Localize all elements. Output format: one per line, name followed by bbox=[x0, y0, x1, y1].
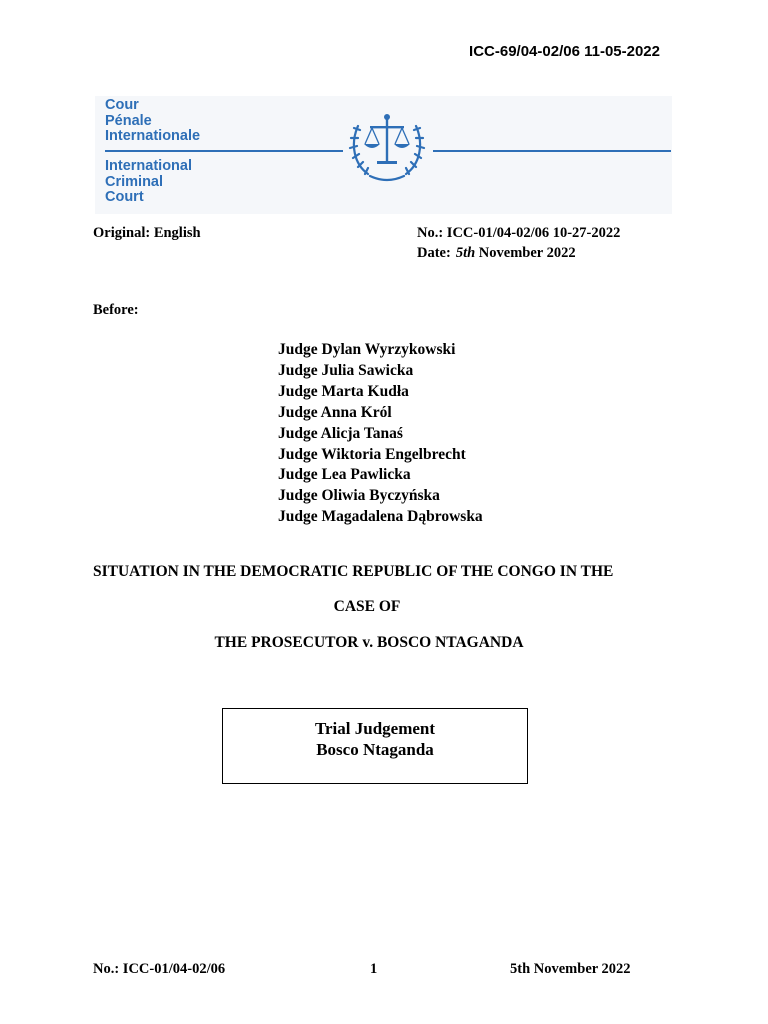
judge-name: Judge Marta Kudła bbox=[278, 382, 409, 400]
document-title-box bbox=[222, 708, 528, 784]
logo-text-line: Court bbox=[105, 189, 144, 205]
icc-logo bbox=[95, 96, 672, 214]
document-reference: ICC-69/04-02/06 11-05-2022 bbox=[469, 43, 660, 60]
judge-name: Judge Magadalena Dąbrowska bbox=[278, 508, 483, 526]
judge-name: Judge Oliwia Byczyńska bbox=[278, 487, 440, 505]
situation-heading: SITUATION IN THE DEMOCRATIC REPUBLIC OF THE CONGO IN THE bbox=[93, 563, 614, 580]
original-language: Original: English bbox=[93, 225, 201, 241]
logo-text-line: Internationale bbox=[105, 128, 201, 144]
footer-date: 5th November 2022 bbox=[510, 961, 631, 977]
case-number: No.: ICC-01/04-02/06 10-27-2022 bbox=[417, 225, 621, 241]
scales-of-justice-icon bbox=[344, 104, 430, 190]
document-date bbox=[417, 245, 576, 262]
judge-name: Judge Julia Sawicka bbox=[278, 361, 414, 379]
date-label: Date: bbox=[417, 245, 451, 261]
date-ordinal: 5th bbox=[455, 245, 476, 261]
judges-list bbox=[278, 340, 483, 528]
judge-name: Judge Wiktoria Engelbrecht bbox=[278, 445, 466, 463]
page-number: 1 bbox=[370, 961, 378, 977]
logo-text-line: Pénale bbox=[105, 112, 152, 129]
judge-name: Judge Lea Pawlicka bbox=[278, 466, 411, 484]
logo-english-name bbox=[105, 159, 192, 206]
logo-text-line: Criminal bbox=[105, 173, 164, 190]
judge-name: Judge Alicja Tanaś bbox=[278, 424, 403, 442]
date-month-year: November 2022 bbox=[478, 245, 576, 261]
logo-french-name bbox=[105, 98, 200, 145]
judge-name: Judge Dylan Wyrzykowski bbox=[278, 341, 456, 358]
logo-text-line: Cour bbox=[105, 97, 139, 113]
document-subject: Bosco Ntaganda bbox=[316, 740, 434, 759]
logo-rule-right bbox=[433, 150, 671, 152]
footer-case-number: No.: ICC-01/04-02/06 bbox=[93, 961, 226, 977]
logo-rule-left bbox=[105, 150, 343, 152]
before-label: Before: bbox=[93, 302, 139, 318]
document-title: Trial Judgement bbox=[314, 719, 436, 738]
case-title: THE PROSECUTOR v. BOSCO NTAGANDA bbox=[214, 634, 524, 651]
case-of-heading: CASE OF bbox=[333, 598, 401, 615]
judge-name: Judge Anna Król bbox=[278, 403, 392, 421]
logo-text-line: International bbox=[105, 158, 193, 174]
